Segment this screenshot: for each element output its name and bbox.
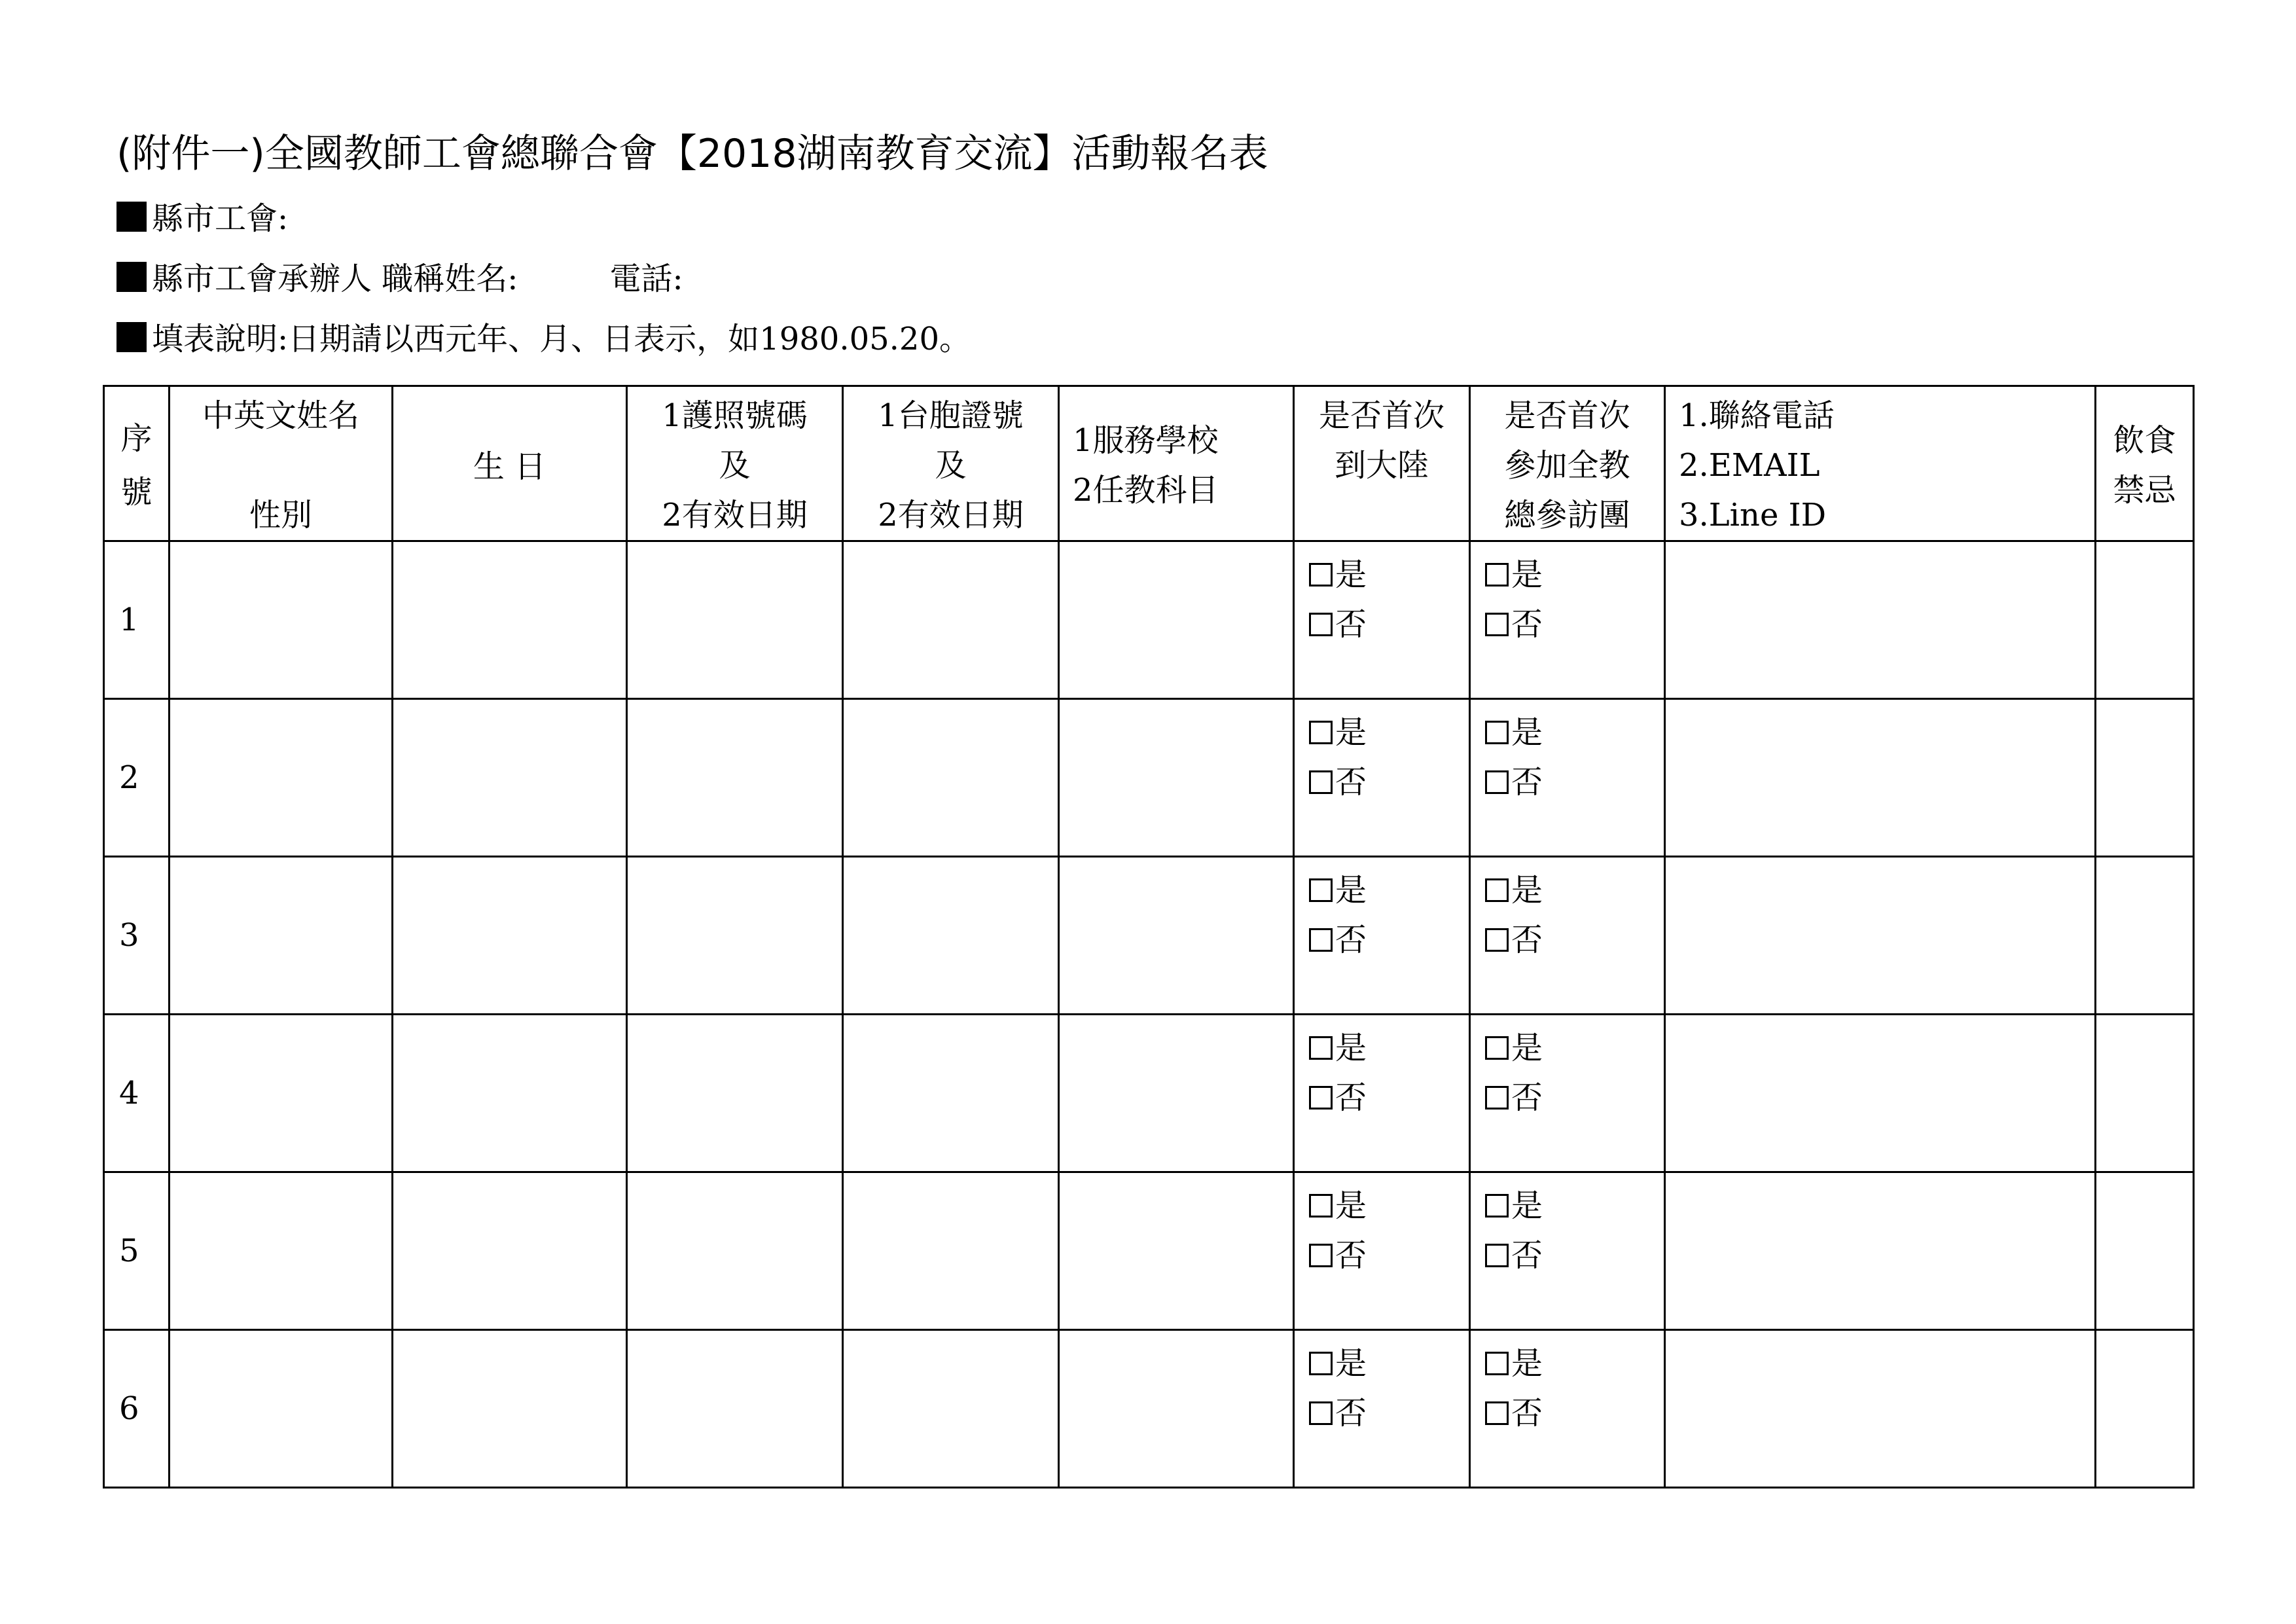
yes-checkbox[interactable]: [1309, 1036, 1333, 1060]
bullet-square-icon: [117, 322, 147, 352]
yes-label: 是: [1511, 1345, 1543, 1382]
yes-label: 是: [1335, 556, 1367, 593]
union-label: 縣市工會:: [152, 200, 289, 237]
yes-label: 是: [1511, 872, 1543, 909]
no-label: 否: [1511, 1079, 1543, 1116]
contact-cell[interactable]: [1665, 1330, 2096, 1488]
row-number: 2: [104, 699, 170, 857]
yes-label: 是: [1335, 1187, 1367, 1224]
contact-cell[interactable]: [1665, 857, 2096, 1015]
yes-checkbox[interactable]: [1309, 1194, 1333, 1218]
first-mainland-cell: [1294, 1330, 1470, 1488]
first-delegation-cell: [1470, 699, 1665, 857]
header-name-gender: 中英文姓名 性別: [170, 386, 393, 541]
table-row: [104, 1015, 2194, 1172]
header-taibao: 1台胞證號 及 2有效日期: [843, 386, 1059, 541]
no-checkbox[interactable]: [1309, 613, 1333, 636]
school-subject-cell[interactable]: [1059, 541, 1294, 699]
passport-cell[interactable]: [627, 857, 843, 1015]
yes-checkbox[interactable]: [1485, 1036, 1509, 1060]
first-delegation-cell: [1470, 1172, 1665, 1330]
table-row: [104, 1330, 2194, 1488]
yes-checkbox[interactable]: [1485, 1194, 1509, 1218]
yes-label: 是: [1511, 714, 1543, 751]
instructions-text: 填表說明:日期請以西元年、月、日表示，如1980.05.20。: [152, 321, 971, 357]
yes-label: 是: [1511, 556, 1543, 593]
diet-cell[interactable]: [2096, 699, 2194, 857]
school-subject-cell[interactable]: [1059, 1330, 1294, 1488]
no-checkbox[interactable]: [1309, 1401, 1333, 1425]
form-title: (附件一)全國教師工會總聯合會【2018湖南教育交流】活動報名表: [117, 131, 1268, 177]
bullet-square-icon: [117, 202, 147, 232]
no-label: 否: [1335, 1237, 1367, 1274]
table-row: [104, 857, 2194, 1015]
contact-cell[interactable]: [1665, 1172, 2096, 1330]
table-row: [104, 699, 2194, 857]
name-gender-cell[interactable]: [170, 1172, 393, 1330]
taibao-cell[interactable]: [843, 699, 1059, 857]
contact-line: [117, 259, 683, 298]
contact-cell[interactable]: [1665, 1015, 2096, 1172]
header-passport: 1護照號碼 及 2有效日期: [627, 386, 843, 541]
first-delegation-cell: [1470, 1015, 1665, 1172]
table-row: [104, 1172, 2194, 1330]
no-checkbox[interactable]: [1309, 1244, 1333, 1267]
no-checkbox[interactable]: [1485, 1401, 1509, 1425]
first-mainland-cell: [1294, 1015, 1470, 1172]
yes-checkbox[interactable]: [1309, 721, 1333, 744]
yes-label: 是: [1335, 1030, 1367, 1066]
yes-checkbox[interactable]: [1485, 878, 1509, 902]
no-checkbox[interactable]: [1309, 928, 1333, 952]
diet-cell[interactable]: [2096, 857, 2194, 1015]
first-mainland-cell: [1294, 541, 1470, 699]
first-delegation-cell: [1470, 541, 1665, 699]
no-checkbox[interactable]: [1485, 1086, 1509, 1110]
passport-cell[interactable]: [627, 1015, 843, 1172]
no-label: 否: [1335, 764, 1367, 801]
yes-label: 是: [1511, 1187, 1543, 1224]
header-seq: 序 號: [104, 386, 170, 541]
taibao-cell[interactable]: [843, 1172, 1059, 1330]
first-delegation-cell: [1470, 857, 1665, 1015]
no-label: 否: [1511, 1237, 1543, 1274]
taibao-cell[interactable]: [843, 1015, 1059, 1172]
diet-cell[interactable]: [2096, 1172, 2194, 1330]
school-subject-cell[interactable]: [1059, 699, 1294, 857]
no-checkbox[interactable]: [1485, 613, 1509, 636]
school-subject-cell[interactable]: [1059, 857, 1294, 1015]
header-birthday: 生 日: [393, 386, 627, 541]
taibao-cell[interactable]: [843, 857, 1059, 1015]
yes-checkbox[interactable]: [1309, 878, 1333, 902]
school-subject-cell[interactable]: [1059, 1172, 1294, 1330]
bullet-square-icon: [117, 262, 147, 292]
no-label: 否: [1335, 1079, 1367, 1116]
name-gender-cell[interactable]: [170, 1330, 393, 1488]
birthday-cell[interactable]: [393, 857, 627, 1015]
row-number: 6: [104, 1330, 170, 1488]
first-mainland-cell: [1294, 699, 1470, 857]
table-row: [104, 541, 2194, 699]
birthday-cell[interactable]: [393, 541, 627, 699]
name-gender-cell[interactable]: [170, 1015, 393, 1172]
school-subject-cell[interactable]: [1059, 1015, 1294, 1172]
yes-checkbox[interactable]: [1485, 563, 1509, 586]
passport-cell[interactable]: [627, 1172, 843, 1330]
first-mainland-cell: [1294, 857, 1470, 1015]
no-label: 否: [1335, 1395, 1367, 1432]
no-checkbox[interactable]: [1309, 770, 1333, 794]
contact-cell[interactable]: [1665, 541, 2096, 699]
header-contact: 1.聯絡電話 2.EMAIL 3.Line ID: [1665, 386, 2096, 541]
birthday-cell[interactable]: [393, 1015, 627, 1172]
passport-cell[interactable]: [627, 1330, 843, 1488]
no-checkbox[interactable]: [1309, 1086, 1333, 1110]
passport-cell[interactable]: [627, 541, 843, 699]
phone-label: 電話:: [609, 261, 683, 297]
no-label: 否: [1335, 606, 1367, 643]
name-gender-cell[interactable]: [170, 541, 393, 699]
no-checkbox[interactable]: [1485, 770, 1509, 794]
birthday-cell[interactable]: [393, 699, 627, 857]
header-school-subject: 1服務學校 2任教科目: [1059, 386, 1294, 541]
birthday-cell[interactable]: [393, 1330, 627, 1488]
no-label: 否: [1335, 922, 1367, 958]
contact-cell[interactable]: [1665, 699, 2096, 857]
birthday-cell[interactable]: [393, 1172, 627, 1330]
diet-cell[interactable]: [2096, 1015, 2194, 1172]
header-first-mainland: 是否首次 到大陸: [1294, 386, 1470, 541]
taibao-cell[interactable]: [843, 541, 1059, 699]
no-label: 否: [1511, 764, 1543, 801]
row-number: 3: [104, 857, 170, 1015]
yes-label: 是: [1335, 714, 1367, 751]
taibao-cell[interactable]: [843, 1330, 1059, 1488]
registration-table: [103, 385, 2195, 1489]
contact-label: 縣市工會承辦人 職稱姓名:: [152, 261, 518, 297]
diet-cell[interactable]: [2096, 541, 2194, 699]
row-number: 1: [104, 541, 170, 699]
yes-label: 是: [1511, 1030, 1543, 1066]
no-checkbox[interactable]: [1485, 928, 1509, 952]
name-gender-cell[interactable]: [170, 699, 393, 857]
no-label: 否: [1511, 922, 1543, 958]
no-checkbox[interactable]: [1485, 1244, 1509, 1267]
yes-checkbox[interactable]: [1485, 1352, 1509, 1375]
header-first-delegation: 是否首次 參加全教 總參訪團: [1470, 386, 1665, 541]
header-row: [104, 386, 2194, 541]
instructions-line: [117, 319, 971, 359]
first-delegation-cell: [1470, 1330, 1665, 1488]
yes-label: 是: [1335, 872, 1367, 909]
row-number: 5: [104, 1172, 170, 1330]
yes-checkbox[interactable]: [1309, 563, 1333, 586]
first-mainland-cell: [1294, 1172, 1470, 1330]
diet-cell[interactable]: [2096, 1330, 2194, 1488]
name-gender-cell[interactable]: [170, 857, 393, 1015]
header-diet: 飲食 禁忌: [2096, 386, 2194, 541]
no-label: 否: [1511, 606, 1543, 643]
union-line: [117, 199, 288, 238]
passport-cell[interactable]: [627, 699, 843, 857]
no-label: 否: [1511, 1395, 1543, 1432]
yes-checkbox[interactable]: [1309, 1352, 1333, 1375]
row-number: 4: [104, 1015, 170, 1172]
yes-label: 是: [1335, 1345, 1367, 1382]
yes-checkbox[interactable]: [1485, 721, 1509, 744]
